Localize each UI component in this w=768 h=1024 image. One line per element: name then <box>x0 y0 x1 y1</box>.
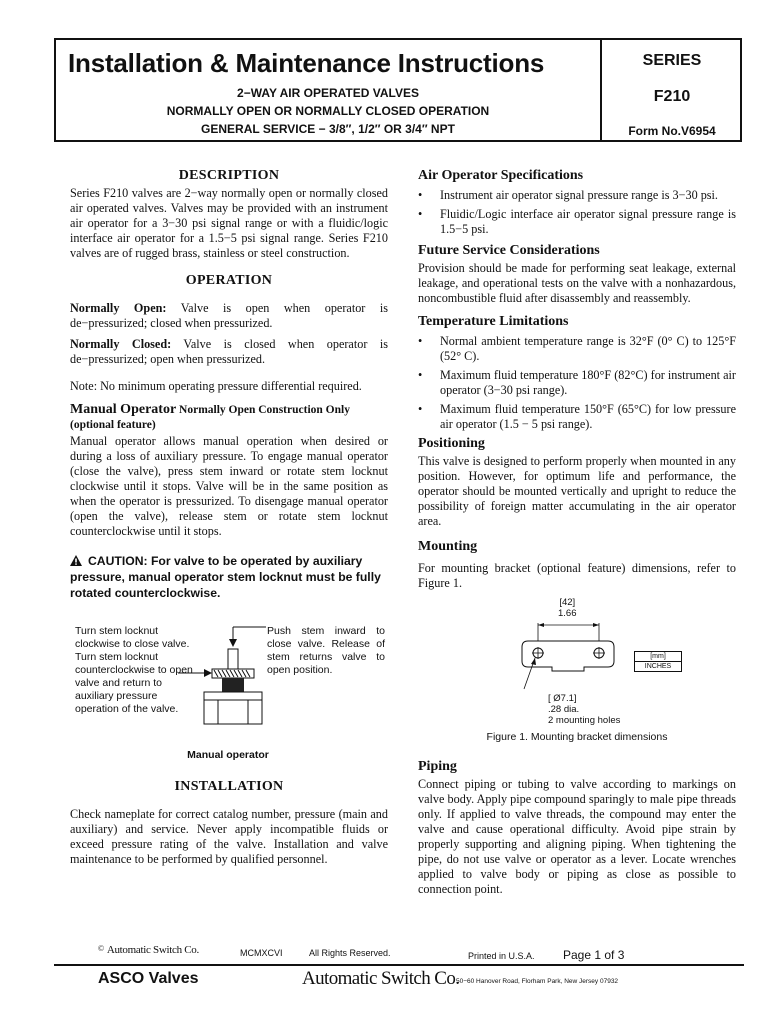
positioning-heading: Positioning <box>418 436 485 451</box>
piping-heading: Piping <box>418 759 457 774</box>
normally-open-text: Valve is open when operator is de−pressurized; closed when pressurized. <box>70 301 388 330</box>
mounting-bracket-figure <box>418 597 736 745</box>
document-header <box>54 38 742 142</box>
air-spec-heading: Air Operator Specifications <box>418 168 584 183</box>
list-item: • Maximum fluid temperature 180°F (82°C) for instrument air operator (3−30 psi range). <box>418 368 736 397</box>
units-legend <box>634 651 682 672</box>
temperature-list <box>418 334 736 432</box>
subtitle-operation: NORMALLY OPEN OR NORMALLY CLOSED OPERATION <box>166 104 490 118</box>
piping-text: Connect piping or tubing to valve according to markings on valve body. Apply pipe compound sparingly to male pipe threads only. If applied to valve threads, the compound may enter the valve and cause operational difficulty. Avoid pipe strain by properly supporting and aligning piping. When tightening the pipe, do not use valve or operator as a lever. Locate wrenches applied to valve body or piping as close as possible to connection point. <box>418 777 736 896</box>
asco-brand: ASCO Valves <box>98 970 199 987</box>
normally-open-paragraph <box>70 301 388 331</box>
document-title: Installation & Maintenance Instructions <box>68 48 545 78</box>
bracket-width-mm: [42] <box>559 597 576 608</box>
footer-divider <box>54 964 744 966</box>
note-text: Note: No minimum operating pressure differential required. <box>70 379 362 393</box>
hole-dimension-in: .28 dia. <box>548 704 580 715</box>
warning-icon <box>70 555 82 566</box>
list-item: • Fluidic/Logic interface air operator signal pressure range is 1.5−5 psi. <box>418 207 736 236</box>
air-spec-list <box>418 188 736 237</box>
legend-mm: [mm] <box>650 653 666 660</box>
future-service-text: Provision should be made for performing seat leakage, external leakage, and operational tests on the valve with a nonhazardous, noncombustible fluid after disassembly and reassembly. <box>418 261 736 305</box>
bracket-drawing <box>508 611 618 691</box>
mounting-heading: Mounting <box>418 539 478 554</box>
description-text: Series F210 valves are 2−way normally open or normally closed air operated valves. Valves may be provided with an instrument air operator for a 3−30 psi signal range or with a fluidic/logic interface air operator for a 1.5−5 psi signal range. Series F210 valves are of rugged brass, stainless or steel construction. <box>70 186 388 260</box>
legend-inches: INCHES <box>635 661 681 671</box>
installation-heading: INSTALLATION <box>174 779 284 794</box>
copyright-symbol: © <box>98 944 105 953</box>
printed-in: Printed in U.S.A. <box>468 951 535 961</box>
temperature-heading: Temperature Limitations <box>418 314 569 329</box>
page-number: Page 1 of 3 <box>563 948 625 962</box>
manual-optional-label: (optional feature) <box>70 419 156 431</box>
normally-closed-label: Normally Closed: <box>70 337 172 351</box>
figure-right-note: Push stem inward to close valve. Release of stem returns valve to open position. <box>267 625 385 676</box>
manual-operator-figure <box>70 615 388 765</box>
hole-count: 2 mounting holes <box>548 715 621 726</box>
bracket-width-in: 1.66 <box>558 608 577 619</box>
normally-closed-paragraph <box>70 337 388 367</box>
figure-left-note: Turn stem locknut clockwise to close valve. Turn stem locknut counterclockwise to open valve and return to auxiliary pressure operation of the valve. <box>75 625 193 715</box>
left-column <box>70 168 388 867</box>
operation-heading: OPERATION <box>185 273 273 288</box>
form-number: Form No.V6954 <box>628 124 716 138</box>
company-name-small: Automatic Switch Co. <box>106 944 199 956</box>
normally-open-label: Normally Open: <box>70 301 167 315</box>
manual-heading-suffix: Normally Open Construction Only <box>176 404 350 416</box>
future-service-heading: Future Service Considerations <box>418 243 600 258</box>
rights-reserved: All Rights Reserved. <box>309 948 391 958</box>
list-item: • Instrument air operator signal pressure range is 3−30 psi. <box>418 188 718 202</box>
manual-heading-main: Manual Operator <box>70 402 177 417</box>
copyright-notice <box>98 944 199 956</box>
description-heading: DESCRIPTION <box>178 168 280 183</box>
mounting-text: For mounting bracket (optional feature) dimensions, refer to Figure 1. <box>418 561 736 590</box>
company-address: 50−60 Hanover Road, Florham Park, New Jersey 07932 <box>456 978 619 985</box>
caution-text: CAUTION: For valve to be operated by auxiliary pressure, manual operator stem locknut must be fully rotated counterclockwise. <box>70 554 381 600</box>
hole-dimension-label <box>548 693 620 726</box>
manual-operator-caption: Manual operator <box>187 749 269 761</box>
manual-operator-drawing <box>178 615 278 730</box>
subtitle-service: GENERAL SERVICE − 3/8″, 1/2″ OR 3/4″ NPT <box>201 122 455 136</box>
manual-operator-heading <box>70 402 388 418</box>
manual-operator-text: Manual operator allows manual operation when desired or during a loss of auxiliary pressure. To engage manual operator (close the valve), press stem inward or rotate stem locknut clockwise until it stops. Valve will be in the same position as when the operator is pressurized. To disengage manual operator (open the valve), release stem or rotate stem locknut counterclockwise until it stops. <box>70 434 388 538</box>
subtitle-valve-type: 2−WAY AIR OPERATED VALVES <box>237 86 419 100</box>
right-column <box>418 168 736 897</box>
positioning-text: This valve is designed to perform properly when mounted in any position. However, for optimum life and performance, the operator should be mounted vertically and upright to reduce the possibility of foreign matter accumulating in the air operator area. <box>418 454 736 528</box>
hole-dimension-mm: [ Ø7.1] <box>548 693 577 704</box>
list-item: • Maximum fluid temperature 150°F (65°C) for low pressure air operator (1.5 − 5 psi range). <box>418 402 736 431</box>
company-name-large: Automatic Switch Co. <box>302 968 460 989</box>
series-label: SERIES <box>642 52 702 69</box>
caution-block <box>70 553 388 601</box>
installation-text: Check nameplate for correct catalog number, pressure (main and auxiliary) and service. Never apply incompatible fluids or exceed pressure rating of the valve. Installation and valve maintenance to be performed by qualified personnel. <box>70 807 388 866</box>
series-value: F210 <box>653 88 691 105</box>
figure-1-caption: Figure 1. Mounting bracket dimensions <box>486 731 668 743</box>
copyright-year: MCMXCVI <box>240 948 283 958</box>
normally-closed-text: Valve is closed when operator is de−pressurized; open when pressurized. <box>70 337 388 366</box>
list-item: • Normal ambient temperature range is 32°F (0° C) to 125°F (52° C). <box>418 334 736 363</box>
